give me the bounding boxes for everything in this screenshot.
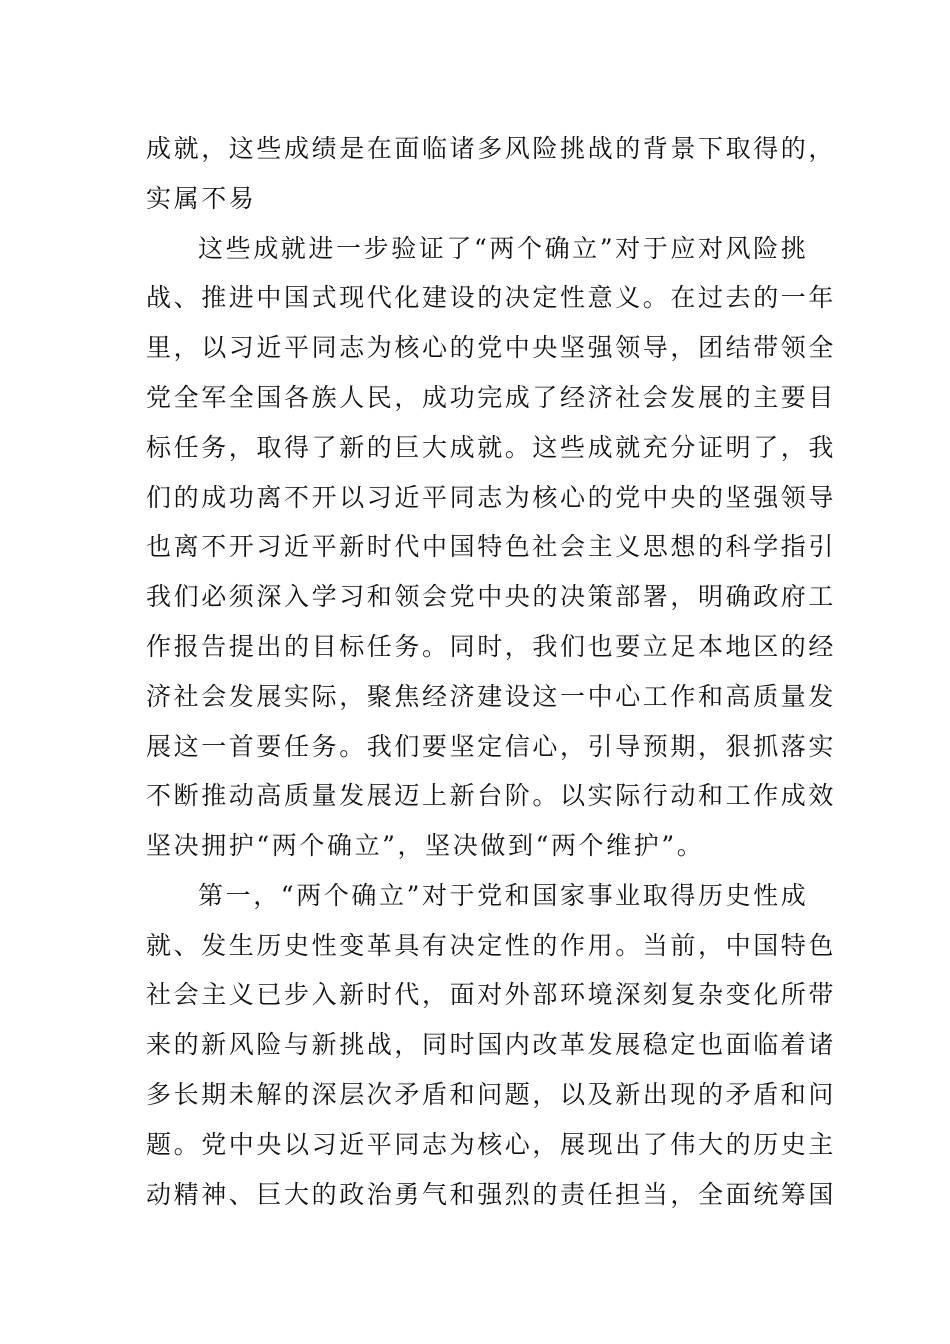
text-line: 党全军全国各族人民，成功完成了经济社会发展的主要目	[146, 383, 837, 412]
text-line: 社会主义已步入新时代，面对外部环境深刻复杂变化所带	[146, 980, 837, 1009]
text-line: 里，以习近平同志为核心的党中央坚强领导，团结带领全	[146, 333, 837, 362]
text-line: 坚决拥护“两个确立”，坚决做到“两个维护”。	[146, 831, 705, 860]
text-line: 来的新风险与新挑战，同时国内改革发展稳定也面临着诸	[146, 1030, 837, 1059]
text-line: 标任务，取得了新的巨大成就。这些成就充分证明了，我	[146, 433, 837, 462]
text-line: 动精神、巨大的政治勇气和强烈的责任担当，全面统筹国	[146, 1180, 837, 1209]
text-line: 们的成功离不开以习近平同志为核心的党中央的坚强领导	[146, 483, 837, 512]
text-line: 作报告提出的目标任务。同时，我们也要立足本地区的经	[146, 632, 837, 661]
text-line: 不断推动高质量发展迈上新台阶。以实际行动和工作成效	[146, 781, 837, 810]
text-line: 就、发生历史性变革具有决定性的作用。当前，中国特色	[146, 931, 837, 960]
text-line: 也离不开习近平新时代中国特色社会主义思想的科学指引	[146, 532, 837, 561]
text-line: 济社会发展实际，聚焦经济建设这一中心工作和高质量发	[146, 682, 837, 711]
text-line: 题。党中央以习近平同志为核心，展现出了伟大的历史主	[146, 1130, 837, 1159]
paragraph-first-line: 这些成就进一步验证了“两个确立”对于应对风险挑	[198, 234, 809, 263]
text-line: 多长期未解的深层次矛盾和问题，以及新出现的矛盾和问	[146, 1080, 837, 1109]
text-line: 展这一首要任务。我们要坚定信心，引导预期，狠抓落实	[146, 732, 837, 761]
text-line: 成就，这些成绩是在面临诸多风险挑战的背景下取得的，	[146, 134, 837, 163]
text-line: 战、推进中国式现代化建设的决定性意义。在过去的一年	[146, 283, 837, 312]
text-line: 我们必须深入学习和领会党中央的决策部署，明确政府工	[146, 582, 837, 611]
text-line: 实属不易	[146, 184, 257, 213]
paragraph-first-line: 第一，“两个确立”对于党和国家事业取得历史性成	[198, 881, 809, 910]
